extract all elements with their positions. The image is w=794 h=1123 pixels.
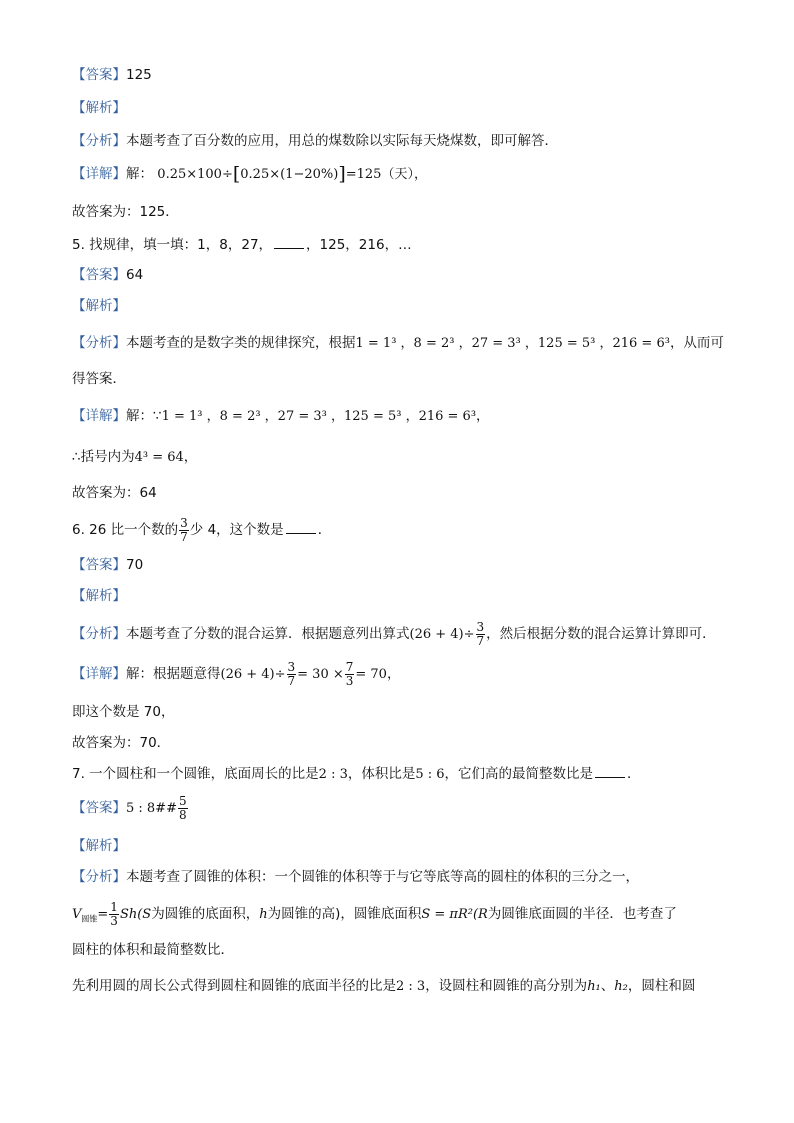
answer-blank <box>595 765 625 778</box>
q7-last-line <box>72 976 695 997</box>
q7-question-mid: ，体积比是 <box>347 766 416 782</box>
formula-sh: Sh(S <box>119 907 152 922</box>
formula-sub: 圆锥 <box>81 914 98 924</box>
h1-symbol: h₁ <box>587 979 601 994</box>
q6-line-a: 即这个数是 70， <box>72 704 175 720</box>
formula-eq: = <box>97 907 109 922</box>
analysis-tag: 【分析】 <box>72 626 126 642</box>
formula-text1: 为圆锥的底面积， <box>151 906 260 922</box>
q4-conclusion: 故答案为：125． <box>72 204 179 220</box>
q6-conclusion: 故答案为：70． <box>72 735 171 751</box>
explain-tag: 【解析】 <box>72 100 126 116</box>
last-line-c: ，圆柱和圆 <box>627 978 696 994</box>
q5-question-tail: ，125，216，… <box>306 237 412 253</box>
separator: 、 <box>600 978 615 994</box>
answer-tag: 【答案】 <box>72 267 126 283</box>
detail-equations: 1 = 1³ ，8 = 2³ ，27 = 3³ ，125 = 5³ ，216 = 6³ <box>161 409 477 424</box>
q4-answer-line <box>72 65 152 85</box>
q6-question-prefix: 6. 26 比一个数的 <box>72 522 179 538</box>
detail-expr2: = 30 × <box>297 667 344 682</box>
answer-tag: 【答案】 <box>72 557 126 573</box>
analysis-tail: ，然后根据分数的混合运算计算即可． <box>486 626 716 642</box>
fraction-3-7 <box>476 621 486 648</box>
frac-num: 5 <box>178 793 187 808</box>
explain-tag: 【解析】 <box>72 298 126 314</box>
formula-text2: 为圆锥的高)，圆锥底面积 <box>267 906 422 922</box>
analysis-text: 本题考查了百分数的应用，用总的煤数除以实际每天烧煤数，即可解答． <box>126 133 558 149</box>
therefore-eq: 4³ = 64 <box>134 450 184 465</box>
analysis-text: 本题考查了圆锥的体积：一个圆锥的体积等于与它等底等高的圆柱的体积的三分之一， <box>126 869 639 885</box>
frac-num: 3 <box>180 515 188 530</box>
therefore-prefix: ∴括号内为 <box>72 449 135 465</box>
frac-num: 1 <box>110 899 118 914</box>
last-line-ratio: 2 : 3 <box>396 979 426 994</box>
q5-question-text: 5. 找规律，填一填：1，8，27， <box>72 237 273 253</box>
q5-therefore-line <box>72 447 197 468</box>
q7-analysis-line3: 圆柱的体积和最简整数比． <box>72 942 234 958</box>
frac-den: 7 <box>287 673 296 688</box>
detail-expr-a: 0.25×100÷ <box>157 167 233 182</box>
q7-answer-line <box>72 792 189 825</box>
detail-prefix: 解： <box>126 166 153 182</box>
q4-detail-line <box>72 164 427 185</box>
formula-h: h <box>259 907 268 922</box>
analysis-tag: 【分析】 <box>72 869 126 885</box>
answer-value: 125 <box>126 67 152 83</box>
detail-prefix: 解：∵ <box>126 408 162 424</box>
q5-conclusion: 故答案为：64 <box>72 485 157 501</box>
analysis-tag: 【分析】 <box>72 335 126 351</box>
q7-question-tail: ． <box>627 766 641 782</box>
h2-symbol: h₂ <box>614 979 628 994</box>
answer-value: 64 <box>126 267 144 283</box>
q7-explain-line <box>72 836 126 856</box>
detail-expr3: = 70 <box>355 667 387 682</box>
fraction-3-7 <box>179 517 189 544</box>
q6-detail-line <box>72 658 400 691</box>
detail-tag: 【详解】 <box>72 408 126 424</box>
answer-blank <box>286 521 316 534</box>
detail-prefix: 解：根据题意得 <box>126 666 221 682</box>
last-line-b: ，设圆柱和圆锥的高分别为 <box>425 978 588 994</box>
q6-analysis-line <box>72 618 716 651</box>
ratio2: 5 : 6 <box>415 767 445 782</box>
explain-tag: 【解析】 <box>72 838 126 854</box>
frac-num: 7 <box>345 659 354 674</box>
frac-den: 3 <box>110 913 118 928</box>
last-line-a: 先利用圆的周长公式得到圆柱和圆锥的底面半径的比是 <box>72 978 396 994</box>
answer-value: 70 <box>126 557 144 573</box>
detail-tail: ， <box>476 408 490 424</box>
frac-den: 8 <box>178 807 187 822</box>
detail-expr1: (26 + 4)÷ <box>220 667 286 682</box>
analysis-equations: 1 = 1³ ，8 = 2³ ，27 = 3³ ，125 = 5³ ，216 = 6³ <box>355 336 670 351</box>
q6-question-mid: 少 4，这个数是 <box>189 522 284 538</box>
formula-v: V <box>72 907 82 922</box>
q4-explain-line <box>72 98 126 118</box>
answer-tag: 【答案】 <box>72 67 126 83</box>
q5-analysis-line <box>72 333 724 354</box>
left-bracket: [ <box>232 163 241 185</box>
analysis-text: 本题考查了分数的混合运算．根据题意列出算式 <box>126 626 410 642</box>
right-bracket: ] <box>338 163 346 185</box>
detail-tag: 【详解】 <box>72 166 126 182</box>
analysis-expr: (26 + 4)÷ <box>409 627 475 642</box>
q7-question-prefix: 7. 一个圆柱和一个圆锥，底面周长的比是 <box>72 766 319 782</box>
analysis-tag: 【分析】 <box>72 133 126 149</box>
ratio1: 2 : 3 <box>318 767 348 782</box>
q6-question <box>72 514 331 546</box>
answer-value: 5 : 8## <box>126 801 177 816</box>
frac-den: 3 <box>345 673 354 688</box>
q7-analysis-line <box>72 867 639 887</box>
analysis-text: 本题考查的是数字类的规律探究，根据 <box>126 335 356 351</box>
q5-detail-line <box>72 406 490 427</box>
fraction-1-3 <box>109 901 119 928</box>
analysis-tail: ，从而可 <box>669 335 724 351</box>
explain-tag: 【解析】 <box>72 588 126 604</box>
answer-tag: 【答案】 <box>72 800 126 816</box>
formula-area: S = πR²(R <box>421 907 488 922</box>
formula-text3: 为圆锥底面圆的半径．也考查了 <box>487 906 677 922</box>
frac-den: 7 <box>476 633 485 648</box>
answer-blank <box>274 236 304 249</box>
frac-den: 7 <box>180 529 188 544</box>
frac-num: 3 <box>287 659 296 674</box>
q7-question-mid2: ，它们高的最简整数比是 <box>444 766 594 782</box>
detail-tag: 【详解】 <box>72 666 126 682</box>
q5-analysis-line2: 得答案． <box>72 371 126 387</box>
q6-answer-line <box>72 555 143 575</box>
fraction-7-3 <box>345 661 355 688</box>
q7-formula-line <box>72 898 677 931</box>
therefore-tail: ， <box>183 449 198 465</box>
q5-explain-line <box>72 296 126 316</box>
detail-expr-c: =125（天）， <box>345 167 427 182</box>
q7-question <box>72 764 641 785</box>
detail-tail: ， <box>386 666 401 682</box>
frac-num: 3 <box>476 619 485 634</box>
fraction-3-7 <box>287 661 297 688</box>
fraction-5-8 <box>178 795 188 822</box>
q5-question <box>72 235 412 255</box>
q4-analysis-line <box>72 131 558 151</box>
detail-expr-b: 0.25×(1−20%) <box>240 167 339 182</box>
q6-explain-line <box>72 586 126 606</box>
q6-question-tail: ． <box>317 522 332 538</box>
q5-answer-line <box>72 265 143 285</box>
